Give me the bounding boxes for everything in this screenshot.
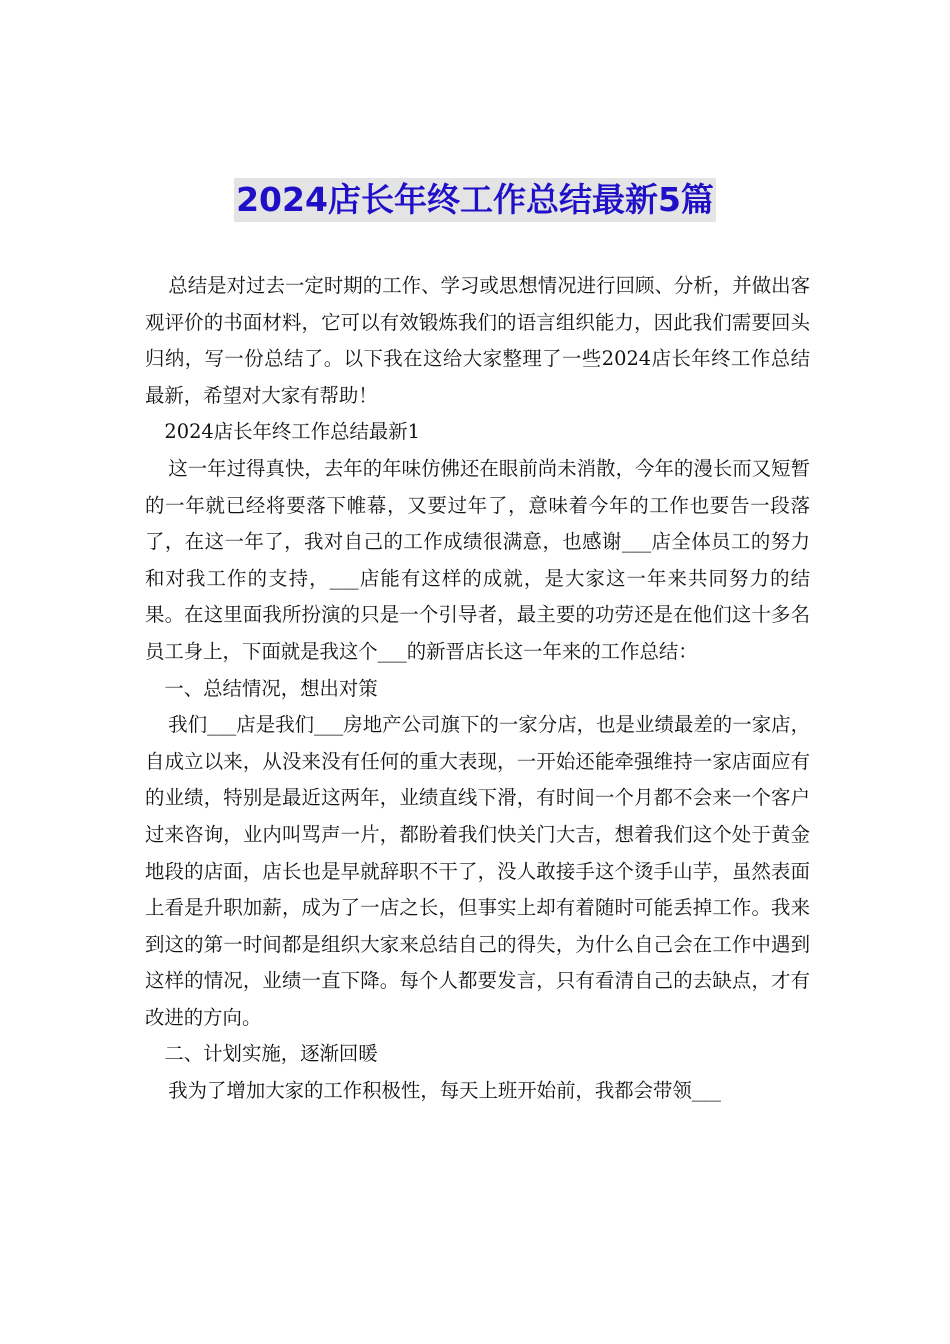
subheading-2: 二、计划实施，逐渐回暖 — [164, 1042, 378, 1066]
subheading-1: 一、总结情况，想出对策 — [164, 676, 378, 700]
section-title: 2024店长年终工作总结最新1 — [164, 420, 420, 444]
document-body — [145, 268, 810, 1110]
document-title: 2024店长年终工作总结最新5篇 — [234, 178, 716, 222]
body-paragraph-3: 我为了增加大家的工作积极性，每天上班开始前，我都会带领___ — [168, 1079, 721, 1103]
body-paragraph-1: 这一年过得真快，去年的年味仿佛还在眼前尚未消散，今年的漫长而又短暂的一年就已经将要落下帷幕，又要过年了，意味着今年的工作也要告一段落了，在这一年了，我对自己的工作成绩很满意，也感谢___店全体员工的努力和对我工作的支持，___店能有这样的成就，是大家这一年来共同努力的结果。在这里面我所扮演的只是一个引导者，最主要的功劳还是在他们这十多名员工身上，下面就是我这个___的新晋店长这一年来的工作总结： — [145, 456, 810, 663]
body-paragraph-2: 我们___店是我们___房地产公司旗下的一家分店，也是业绩最差的一家店，自成立以来，从没来没有任何的重大表现，一开始还能牵强维持一家店面应有的业绩，特别是最近这两年，业绩直线下滑，有时间一个月都不会来一个客户过来咨询，业内叫骂声一片，都盼着我们快关门大吉，想着我们这个处于黄金地段的店面，店长也是早就辞职不干了，没人敢接手这个烫手山芋，虽然表面上看是升职加薪，成为了一店之长，但事实上却有着随时可能丢掉工作。我来到这的第一时间都是组织大家来总结自己的得失，为什么自己会在工作中遇到这样的情况，业绩一直下降。每个人都要发言，只有看清自己的去缺点，才有改进的方向。 — [145, 713, 810, 1029]
intro-paragraph: 总结是对过去一定时期的工作、学习或思想情况进行回顾、分析，并做出客观评价的书面材料，它可以有效锻炼我们的语言组织能力，因此我们需要回头归纳，写一份总结了。以下我在这给大家整理了一些2024店长年终工作总结最新，希望对大家有帮助！ — [145, 274, 810, 407]
title-container — [0, 178, 950, 222]
